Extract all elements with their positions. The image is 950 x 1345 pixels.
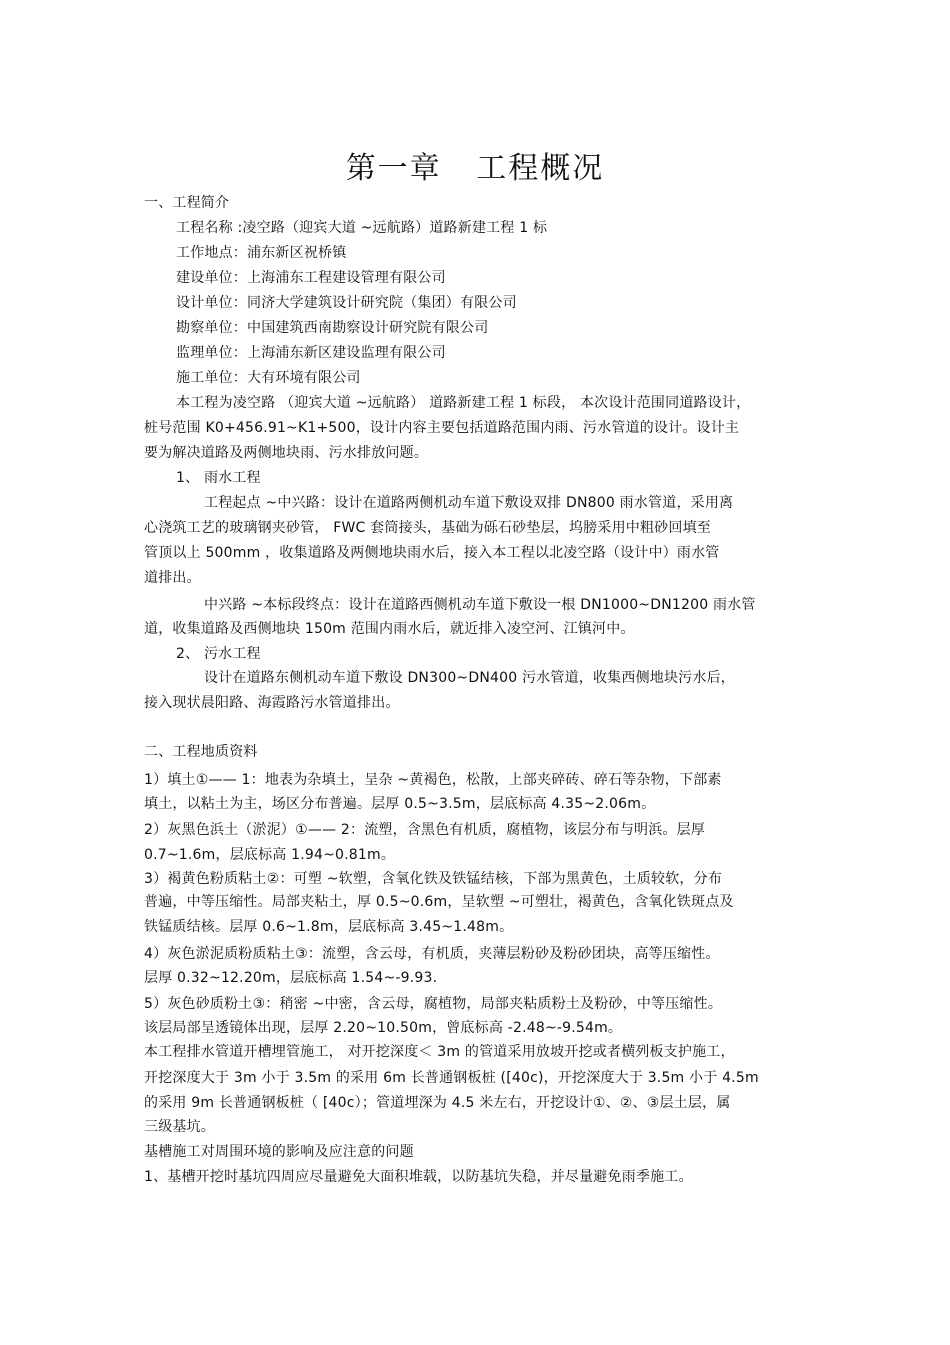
paragraph-line: 普遍，中等压缩性。局部夹粘土，厚 0.5~0.6m，呈软塑 ~可塑壮，褐黄色，含氧化铁斑点及 <box>144 894 734 910</box>
paragraph-line: 的采用 9m 长普通钢板桩（ [40c）；管道埋深为 4.5 米左右，开挖设计①、②、③层土层，属 <box>144 1095 731 1111</box>
paragraph-line: 要为解决道路及两侧地块雨、污水排放问题。 <box>144 445 428 461</box>
section-heading-overview: 一、工程简介 <box>144 195 230 211</box>
paragraph-line: 0.7~1.6m，层底标高 1.94~0.81m。 <box>144 847 396 863</box>
supervision-unit-line: 监理单位：上海浦东新区建设监理有限公司 <box>176 345 446 361</box>
design-unit-line: 设计单位：同济大学建筑设计研究院（集团）有限公司 <box>176 295 517 311</box>
construction-unit-line: 建设单位：上海浦东工程建设管理有限公司 <box>176 270 446 286</box>
paragraph-line: 心浇筑工艺的玻璃钢夹砂管， FWC 套筒接头，基础为砾石砂垫层，坞膀采用中粗砂回填至 <box>144 520 711 536</box>
paragraph-line: 基槽施工对周围环境的影响及应注意的问题 <box>144 1144 414 1160</box>
subheading-rainwater: 1、 雨水工程 <box>176 470 261 486</box>
paragraph-line: 本工程排水管道开槽埋管施工， 对开挖深度＜ 3m 的管道采用放坡开挖或者横列板支护施工， <box>144 1044 735 1060</box>
section-heading-geology: 二、工程地质资料 <box>144 744 258 760</box>
project-name-line: 工程名称 :凌空路（迎宾大道 ~远航路）道路新建工程 1 标 <box>176 220 548 236</box>
paragraph-line: 层厚 0.32~12.20m，层底标高 1.54~-9.93. <box>144 970 438 986</box>
paragraph-line: 5）灰色砂质粉土③：稍密 ~中密，含云母，腐植物，局部夹粘质粉土及粉砂，中等压缩性。 <box>144 996 723 1012</box>
paragraph-line: 桩号范围 K0+456.91~K1+500，设计内容主要包括道路范围内雨、污水管道的设计。设计主 <box>144 420 740 436</box>
paragraph-line: 道排出。 <box>144 570 201 586</box>
contractor-line: 施工单位：大有环境有限公司 <box>176 370 361 386</box>
paragraph-line: 中兴路 ~本标段终点：设计在道路西侧机动车道下敷设一根 DN1000~DN1200 雨水管 <box>204 597 756 613</box>
survey-unit-line: 勘察单位：中国建筑西南勘察设计研究院有限公司 <box>176 320 489 336</box>
paragraph-line: 4）灰色淤泥质粉质粘土③：流塑，含云母，有机质，夹薄层粉砂及粉砂团块，高等压缩性。 <box>144 946 720 962</box>
paragraph-line: 1）填土①—— 1：地表为杂填土，呈杂 ~黄褐色，松散，上部夹碎砖、碎石等杂物，下部素 <box>144 772 722 788</box>
paragraph-line: 2）灰黑色浜土（淤泥）①—— 2：流塑，含黑色有机质，腐植物，该层分布与明浜。层厚 <box>144 822 706 838</box>
paragraph-line: 1、基槽开挖时基坑四周应尽量避免大面积堆载，以防基坑失稳，并尽量避免雨季施工。 <box>144 1169 693 1185</box>
paragraph-line: 填土，以粘土为主，场区分布普遍。层厚 0.5~3.5m，层底标高 4.35~2.06m。 <box>144 796 656 812</box>
paragraph-line: 三级基坑。 <box>144 1119 215 1135</box>
paragraph-line: 工程起点 ~中兴路：设计在道路两侧机动车道下敷设双排 DN800 雨水管道，采用离 <box>204 495 734 511</box>
paragraph-line: 该层局部呈透镜体出现，层厚 2.20~10.50m，曾底标高 -2.48~-9.54m。 <box>144 1020 623 1036</box>
paragraph-line: 道，收集道路及西侧地块 150m 范围内雨水后，就近排入凌空河、江镇河中。 <box>144 621 635 637</box>
paragraph-line: 本工程为凌空路 （迎宾大道 ~远航路） 道路新建工程 1 标段， 本次设计范围同道路设计， <box>176 395 751 411</box>
work-location-line: 工作地点：浦东新区祝桥镇 <box>176 245 347 261</box>
subheading-sewage: 2、 污水工程 <box>176 646 261 662</box>
chapter-title: 第一章 工程概况 <box>345 151 605 186</box>
paragraph-line: 管顶以上 500mm ，收集道路及两侧地块雨水后，接入本工程以北凌空路（设计中）雨水管 <box>144 545 720 561</box>
paragraph-line: 铁锰质结核。层厚 0.6~1.8m，层底标高 3.45~1.48m。 <box>144 919 514 935</box>
paragraph-line: 设计在道路东侧机动车道下敷设 DN300~DN400 污水管道，收集西侧地块污水后， <box>204 670 735 686</box>
paragraph-line: 开挖深度大于 3m 小于 3.5m 的采用 6m 长普通钢板桩 ([40c)，开挖深度大于 3.5m 小于 4.5m <box>144 1070 759 1086</box>
paragraph-line: 接入现状晨阳路、海霞路污水管道排出。 <box>144 695 400 711</box>
paragraph-line: 3）褐黄色粉质粘土②：可塑 ~软塑，含氧化铁及铁锰结核，下部为黑黄色，土质较软，分布 <box>144 871 723 887</box>
